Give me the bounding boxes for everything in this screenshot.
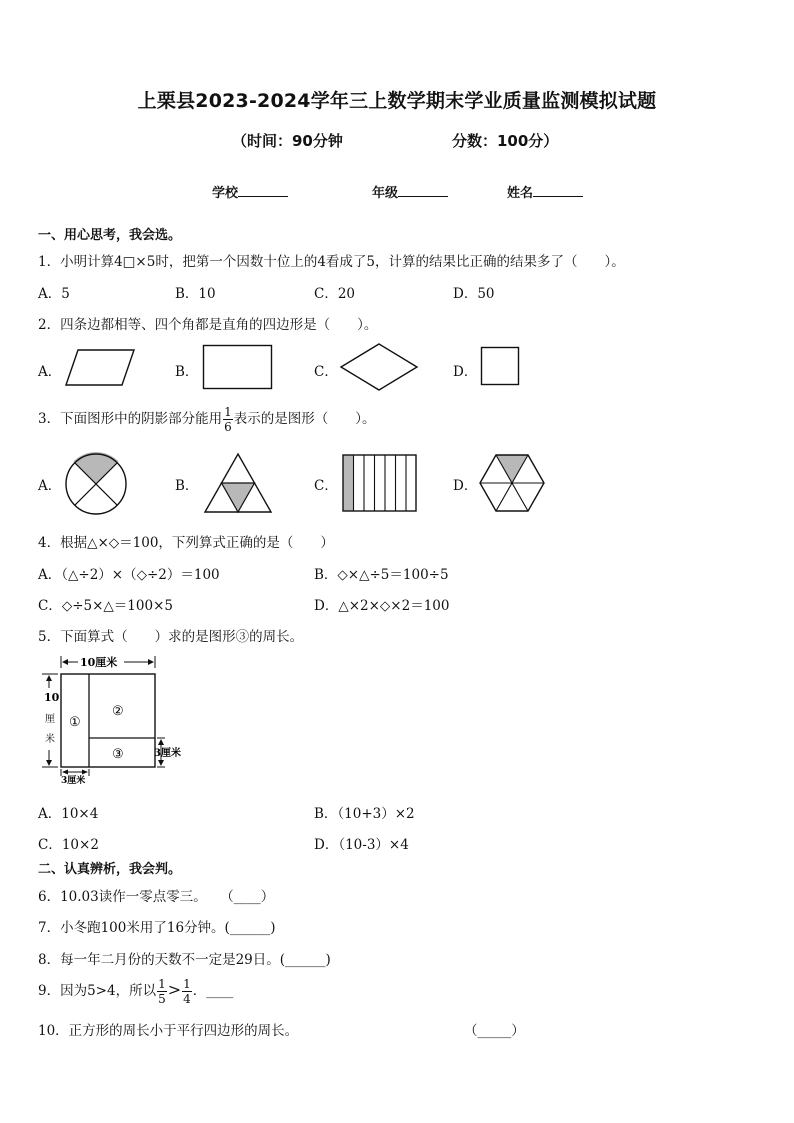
q9-fraction-2 xyxy=(182,978,192,1005)
square-shape xyxy=(480,346,522,388)
q1-option-d[interactable]: D．50 xyxy=(453,286,495,302)
q9-operator: > xyxy=(167,980,182,999)
q10-answer-blank[interactable]: （_____） xyxy=(464,1023,525,1039)
question-6: 6．10.03读作一零点零三。 （____） xyxy=(38,889,275,905)
question-7: 7．小冬跑100米用了16分钟。(______) xyxy=(38,920,276,936)
q3-option-b[interactable]: B． xyxy=(175,478,199,494)
q2-option-b[interactable]: B． xyxy=(175,364,199,380)
fig-left-label-3: 米 xyxy=(45,734,55,745)
question-3 xyxy=(38,400,375,438)
exam-score: 分数：100分） xyxy=(452,132,559,150)
exam-time: （时间：90分钟 xyxy=(232,132,343,150)
question-9 xyxy=(38,970,233,1011)
fig-bottom-label: 3厘米 xyxy=(61,776,86,784)
q3-option-d[interactable]: D． xyxy=(453,478,478,494)
parallelogram-shape xyxy=(64,348,136,388)
section-2-title: 二、认真辨析，我会判。 xyxy=(38,862,182,877)
q1-option-c[interactable]: C．20 xyxy=(314,286,356,302)
q1-option-a[interactable]: A．5 xyxy=(38,286,70,302)
q5-option-d[interactable]: D．（10-3）×4 xyxy=(314,837,409,853)
q3-frac-den: 6 xyxy=(224,420,232,434)
school-field xyxy=(212,182,288,201)
fig-left-label-2: 厘 xyxy=(45,714,55,725)
question-2: 2．四条边都相等、四个角都是直角的四边形是（ ）。 xyxy=(38,317,378,333)
section-1-title: 一、用心思考，我会选。 xyxy=(38,228,182,243)
rectangle-shape xyxy=(202,344,274,390)
q2-option-c[interactable]: C． xyxy=(314,364,338,380)
circle-quarters-figure xyxy=(64,452,128,516)
name-blank[interactable] xyxy=(533,184,583,197)
fig-top-label: 10厘米 xyxy=(80,656,118,669)
grade-blank[interactable] xyxy=(398,184,448,197)
q3-text-before: 3．下面图形中的阴影部分能用 xyxy=(38,411,223,427)
school-label: 学校 xyxy=(212,186,239,201)
q3-option-c[interactable]: C． xyxy=(314,478,338,494)
question-1: 1．小明计算4□×5时，把第一个因数十位上的4看成了5，计算的结果比正确的结果多了（ ）。 xyxy=(38,254,625,270)
q4-option-d[interactable]: D．△×2×◇×2＝100 xyxy=(314,598,450,614)
rhombus-shape xyxy=(339,342,419,392)
fig-region-1: ① xyxy=(69,715,81,730)
perimeter-figure xyxy=(40,654,190,784)
q4-option-a[interactable]: A．（△÷2）×（◇÷2）＝100 xyxy=(38,567,220,583)
q9-f1-num: 1 xyxy=(158,977,166,991)
q9-f2-den: 4 xyxy=(183,992,191,1006)
fig-region-2: ② xyxy=(112,704,124,719)
fig-region-3: ③ xyxy=(112,747,124,762)
q5-option-c[interactable]: C．10×2 xyxy=(38,837,99,853)
q3-fraction xyxy=(223,406,233,433)
question-8: 8．每一年二月份的天数不一定是29日。(______) xyxy=(38,952,331,968)
q4-option-b[interactable]: B．◇×△÷5＝100÷5 xyxy=(314,567,449,583)
fig-left-label-1: 10 xyxy=(44,691,60,704)
q4-option-c[interactable]: C．◇÷5×△＝100×5 xyxy=(38,598,173,614)
triangle-quarters-figure xyxy=(203,452,273,514)
page-title: 上栗县2023-2024学年三上数学期末学业质量监测模拟试题 xyxy=(137,90,657,112)
question-10: 10．正方形的周长小于平行四边形的周长。 xyxy=(38,1023,299,1039)
name-field xyxy=(507,182,583,201)
rectangle-strips-figure xyxy=(341,453,419,513)
question-4: 4．根据△×◇＝100，下列算式正确的是（ ） xyxy=(38,535,334,551)
q9-text-after: ．____ xyxy=(192,983,234,999)
question-5: 5．下面算式（ ）求的是图形③的周长。 xyxy=(38,629,304,645)
grade-field xyxy=(372,182,448,201)
q2-option-a[interactable]: A． xyxy=(38,364,62,380)
q3-option-a[interactable]: A． xyxy=(38,478,62,494)
name-label: 姓名 xyxy=(507,186,534,201)
grade-label: 年级 xyxy=(372,186,399,201)
q3-text-after: 表示的是图形（ ）。 xyxy=(233,411,376,427)
q9-f1-den: 5 xyxy=(158,992,166,1006)
q9-f2-num: 1 xyxy=(183,977,191,991)
q2-option-d[interactable]: D． xyxy=(453,364,478,380)
fig-right-label: 3厘米 xyxy=(154,748,181,759)
school-blank[interactable] xyxy=(238,184,288,197)
q5-option-a[interactable]: A．10×4 xyxy=(38,806,99,822)
hexagon-sixths-figure xyxy=(477,452,547,514)
q9-fraction-1 xyxy=(157,978,167,1005)
q3-frac-num: 1 xyxy=(224,405,232,419)
q1-option-b[interactable]: B．10 xyxy=(175,286,216,302)
q5-option-b[interactable]: B．（10+3）×2 xyxy=(314,806,415,822)
q9-text-before: 9．因为5>4，所以 xyxy=(38,983,157,999)
